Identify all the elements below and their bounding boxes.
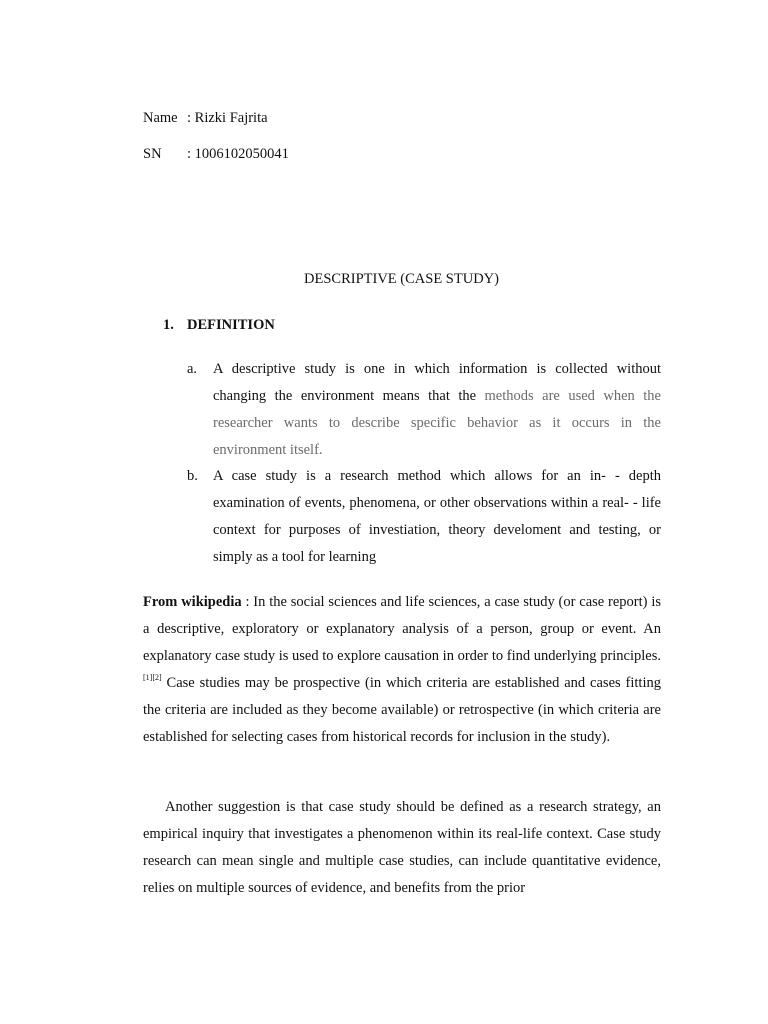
definition-item-b <box>187 463 661 571</box>
item-text <box>213 356 661 464</box>
item-text-gray: methods are used when the researcher wants to describe specific behavior as it occurs in the environment itself. <box>213 388 661 458</box>
name-label: Name <box>143 110 178 126</box>
item-marker: a. <box>187 361 198 377</box>
document-title: DESCRIPTIVE (CASE STUDY) <box>304 271 499 287</box>
citation-superscript: [1][2] <box>143 673 162 682</box>
section-heading-text: DEFINITION <box>187 317 275 333</box>
sn-label: SN <box>143 146 162 162</box>
wikipedia-text-1: : In the social sciences and life sciences, a case study (or case report) is a descriptive, exploratory or explanatory analysis of a person, group or event. An explanatory case study is used to explore causation in order to find underlying principles. <box>143 594 661 664</box>
section-heading <box>163 317 275 334</box>
another-paragraph: Another suggestion is that case study should be defined as a research strategy, an empirical inquiry that investigates a phenomenon within its real-life context. Case study research can mean single and multiple case studies, can include quantitative evidence, relies on multiple sources of evidence, and benefits from the prior <box>143 799 661 896</box>
definition-item-a <box>187 356 661 464</box>
name-value: : Rizki Fajrita <box>187 110 268 126</box>
wikipedia-lead: From wikipedia <box>143 594 242 610</box>
sn-value: : 1006102050041 <box>187 146 289 162</box>
wikipedia-paragraph <box>143 589 661 751</box>
section-number: 1. <box>163 317 174 333</box>
item-text: A case study is a research method which allows for an in- - depth examination of events, phenomena, or other observations within a real- - life context for purposes of investiation, theory develoment and testing, or simply as a tool for learning <box>213 468 661 565</box>
wikipedia-text-2: Case studies may be prospective (in which criteria are established and cases fitting the criteria are included as they become available) or retrospective (in which criteria are established for selecting cases from historical records for inclusion in the study). <box>143 675 661 745</box>
item-marker: b. <box>187 468 198 484</box>
item-text-dark: A descriptive study is one in which information is collected without changing the environment means that the <box>213 361 661 404</box>
